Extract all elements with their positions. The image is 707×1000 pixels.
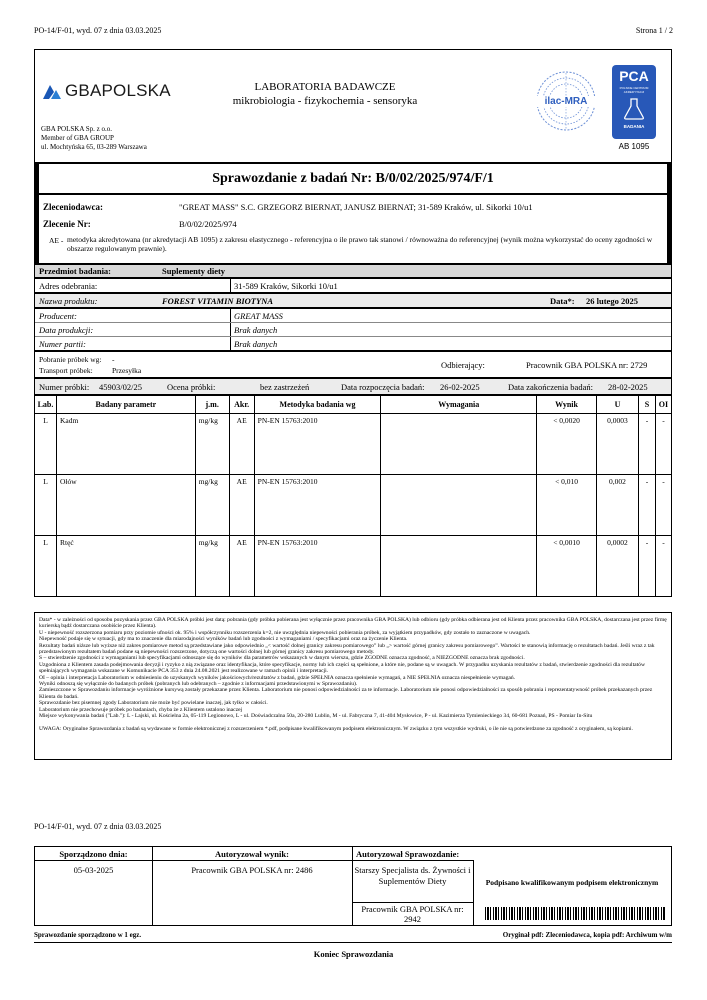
col-requirements: Wymagania bbox=[381, 396, 537, 414]
row-uncertainty: 0,0002 bbox=[597, 536, 639, 597]
ab-number: AB 1095 bbox=[618, 142, 650, 151]
authorized-role: Starszy Specjalista ds. Żywności i Suplementów Diety bbox=[354, 865, 471, 886]
producer-value: GREAT MASS bbox=[234, 311, 283, 321]
assessment-value: bez zastrzeżeń bbox=[260, 382, 310, 392]
authorized-report-label: Autoryzował Sprawozdanie: bbox=[356, 849, 460, 859]
note-s: S – stwierdzenie zgodności z wymaganiami lub specyfikacjami odnoszące się do wyników dla parametrów wskazanych w danym wierszu, gdzie ZGODNE oznacza zgodność, a NIEZGODNE oznacza brak zgodności. bbox=[39, 655, 525, 662]
order-label: Zlecenie Nr: bbox=[43, 219, 91, 229]
row-unit: mg/kg bbox=[195, 536, 229, 597]
note-uncertainty: U - niepewność rozszerzona pomiaru przy poziomie ufności ok. 95% i współczynniku rozszerzenia k=2, nie uwzględnia niepewności pobierania próbek, za wyjątkiem przypadków, gdy zostało to zaznaczone w uwagach. bbox=[39, 629, 531, 636]
end-of-report: Koniec Sprawozdania bbox=[313, 949, 394, 959]
row-s: - bbox=[638, 414, 655, 475]
company-name: GBA POLSKA Sp. z o.o. bbox=[41, 125, 112, 133]
table-row bbox=[35, 475, 672, 536]
producer-label: Producent: bbox=[39, 311, 77, 321]
transport-value: Przesyłka bbox=[112, 366, 142, 375]
producer-block bbox=[34, 308, 672, 351]
company-info bbox=[41, 125, 147, 152]
signature-text: Podpisano kwalifikowanym podpisem elektronicznym bbox=[485, 878, 659, 887]
client-label: Zleceniodawca: bbox=[43, 202, 103, 212]
row-lab: L bbox=[35, 414, 57, 475]
results-header-row bbox=[35, 396, 672, 414]
gba-logo-text: GBAPOLSKA bbox=[65, 81, 171, 100]
row-method: PN-EN 15763:2010 bbox=[254, 536, 381, 597]
page-number: Strona 1 / 2 bbox=[635, 26, 673, 35]
row-accreditation: AE bbox=[229, 475, 254, 536]
note-decision-rule: Uzgodniona z Klientem zasada podejmowania decyzji i ryzyko z nią związane oraz identyfikacja, które specyfikacje, normy lub ich części są spełnione, a które nie, podane są w uwagach. W przypadku uzyskania rezultatów z badań, stwierdzenie zgodności dla rezultatów spełniających wymagania wskazane w Komunikacie PCA 353 z dnia 24.08.2021 jest realizowane w ramach opinii i interpretacji. bbox=[39, 661, 646, 675]
signature-table bbox=[34, 846, 672, 926]
address-label: Adres odebrania: bbox=[39, 281, 98, 291]
gba-logo bbox=[41, 80, 181, 102]
row-method: PN-EN 15763:2010 bbox=[254, 414, 381, 475]
production-date-label: Data produkcji: bbox=[39, 325, 94, 335]
footer-document-code: PO-14/F-01, wyd. 07 z dnia 03.03.2025 bbox=[34, 822, 162, 831]
subject-row bbox=[34, 264, 672, 278]
prepared-label: Sporządzono dnia: bbox=[59, 849, 128, 859]
note-data: Data* - w zależności od sposobu pozyskania przez GBA POLSKA próbki jest datą: pobrania (gdy próbka pobierana jest wyłącznie przez pracownika GBA POLSKA) lub odbioru (gdy próbka odbierana jest od Klienta przez pracownika GBA POLSKA, dostarczana jest przez firmę kurierską bądź dostarczana osobiście przez Klienta). bbox=[39, 617, 667, 630]
company-address: ul. Mochtyńska 65, 03-289 Warszawa bbox=[41, 143, 147, 151]
start-date-value: 26-02-2025 bbox=[440, 382, 480, 392]
note-samples: Wyniki odnoszą się wyłącznie do badanych próbek (pobranych lub odebranych – zgodnie z informacjami przedstawionymi w Sprawozdaniu). bbox=[39, 681, 358, 688]
row-oi: - bbox=[655, 536, 671, 597]
row-unit: mg/kg bbox=[195, 414, 229, 475]
row-requirements bbox=[381, 536, 537, 597]
lab-title: LABORATORIA BADAWCZE bbox=[254, 81, 396, 93]
product-row bbox=[34, 293, 672, 308]
start-date-label: Data rozpoczęcia badań: bbox=[341, 382, 425, 392]
receiver-value: Pracownik GBA POLSKA nr: 2729 bbox=[526, 360, 648, 370]
note-results-range: Rezultaty badań niższe lub wyższe niż zakres pomiarowe metod są przedstawiane jako odpowiednio „< wartość dolnej granicy zakresu pomiarowego” lub „> wartość górnej granicy zakresu pomiarowego”. Wartości te stanowią informację o rezultatach badań. Jeśli wraz z tak przedstawionym rezultatem badań podane są niepewności rozszerzone, dotyczą one wartości dolnej lub górnej granicy zakresu pomiarowego metody. bbox=[39, 642, 655, 656]
row-result: < 0,010 bbox=[537, 475, 597, 536]
row-accreditation: AE bbox=[229, 536, 254, 597]
barcode-image bbox=[485, 907, 665, 920]
note-storage: Laboratorium nie przechowuje próbek po badaniach, chyba że z Klientem ustalono inaczej bbox=[39, 706, 243, 713]
subject-value: Suplementy diety bbox=[162, 266, 226, 276]
report-title: Sprawozdanie z badań Nr: B/0/02/2025/974/F/1 bbox=[212, 171, 494, 186]
sample-row bbox=[34, 378, 672, 395]
row-lab: L bbox=[35, 475, 57, 536]
pca-badge bbox=[612, 65, 656, 139]
sampling-label: Pobranie próbek wg: bbox=[39, 355, 102, 364]
product-value: FOREST VITAMIN BIOTYNA bbox=[162, 296, 273, 306]
ae-description: metodyka akredytowana (nr akredytacji AB 1095) z zakresu elastycznego - referencyjna o ile prawo tak stanowi / równoważna do referencyjnej (wynik można wykorzystać do oceny zgodności w obszarze regulowanym prawnie). bbox=[67, 235, 653, 253]
flask-icon bbox=[624, 98, 644, 120]
sample-number-value: 45903/02/25 bbox=[99, 382, 142, 392]
authorized-result-label: Autoryzował wynik: bbox=[215, 849, 289, 859]
ilac-text: ilac-MRA bbox=[535, 96, 597, 107]
col-method: Metodyka badania wg bbox=[254, 396, 381, 414]
row-result: < 0,0010 bbox=[537, 536, 597, 597]
col-parameter: Badany parametr bbox=[56, 396, 195, 414]
end-date-value: 28-02-2025 bbox=[608, 382, 648, 392]
row-accreditation: AE bbox=[229, 414, 254, 475]
gba-logo-icon bbox=[41, 82, 65, 100]
col-unit: j.m. bbox=[195, 396, 229, 414]
row-parameter: Rtęć bbox=[56, 536, 195, 597]
document-code: PO-14/F-01, wyd. 07 z dnia 03.03.2025 bbox=[34, 26, 162, 35]
prepared-value: 05-03-2025 bbox=[73, 865, 114, 875]
col-uncertainty: U bbox=[597, 396, 639, 414]
row-unit: mg/kg bbox=[195, 475, 229, 536]
company-group: Member of GBA GROUP bbox=[41, 134, 114, 142]
batch-value: Brak danych bbox=[234, 339, 278, 349]
table-row bbox=[35, 536, 672, 597]
sampling-value: - bbox=[112, 355, 115, 364]
note-italic-info: Zamieszczone w Sprawozdaniu informacje wyróżnione kursywą zostały przekazane przez Klienta. Laboratorium nie ponosi odpowiedzialności za te informacje. Laboratorium nie ponosi odpowiedzialności za sposób pobrania i reprezentatywność próbek przekazanych przez Klienta do badań. bbox=[39, 687, 653, 700]
note-copying: Sprawozdanie bez pisemnej zgody Laboratorium nie może być powielane inaczej, jak tylko w całości. bbox=[39, 700, 268, 707]
row-uncertainty: 0,002 bbox=[597, 475, 639, 536]
ae-code: AE - bbox=[49, 236, 64, 245]
lab-subtitle: mikrobiologia - fizykochemia - sensoryka bbox=[232, 95, 418, 107]
results-table bbox=[34, 395, 672, 597]
report-title-box bbox=[34, 163, 672, 194]
col-lab: Lab. bbox=[35, 396, 57, 414]
note-oi: OI – opinia i interpretacja Laboratorium w odniesieniu do uzyskanych wyników jakościowych/rezultatów z badań, gdzie SPEŁNIA oznacza spełnienie wymagań, a NIE SPEŁNIA oznacza niespełnienie wymagań. bbox=[39, 674, 516, 681]
note-locations: Miejsce wykonywania badań ("Lab."): L - Lajski, ul. Kościelna 2a, 05-119 Legionowo, L - ul. Doświadczalna 50a, 20-280 Lublin, M - ul. Fabryczna 7, 41-404 Mysłowice, P - ul. Kazimierza Tymienieckiego 34, 60-681 Poznań, PS - Pomiar In-Situ bbox=[39, 713, 593, 720]
address-row bbox=[34, 278, 672, 293]
pca-text: PCA bbox=[619, 68, 649, 84]
copies-left: Sprawozdanie sporządzono w 1 egz. bbox=[34, 931, 142, 939]
production-date-value: Brak danych bbox=[234, 325, 278, 335]
notes-box bbox=[34, 612, 672, 760]
end-date-label: Data zakończenia badań: bbox=[508, 382, 593, 392]
row-oi: - bbox=[655, 414, 671, 475]
assessment-label: Ocena próbki: bbox=[167, 382, 216, 392]
note-uncertainty-usage: Niepewność podaje się w sytuacji, gdy ma to znaczenie dla miarodajności wyników badań lub zgodności z wymaganiami / specyfikacjami oraz na życzenie Klienta. bbox=[39, 636, 408, 643]
row-parameter: Kadm bbox=[56, 414, 195, 475]
transport-label: Transport próbek: bbox=[39, 366, 93, 375]
row-uncertainty: 0,0003 bbox=[597, 414, 639, 475]
sampling-block bbox=[34, 351, 672, 378]
receiver-label: Odbierający: bbox=[441, 360, 485, 370]
row-lab: L bbox=[35, 536, 57, 597]
row-s: - bbox=[638, 475, 655, 536]
col-result: Wynik bbox=[537, 396, 597, 414]
pca-badania: BADANIA bbox=[623, 124, 645, 129]
pca-small-text: POLSKIE CENTRUM AKREDYTACJI bbox=[619, 86, 649, 94]
copies-right: Oryginał pdf: Zleceniodawca, kopia pdf: Archiwum w/m bbox=[502, 931, 672, 939]
header-box bbox=[34, 49, 672, 163]
authorized-report-value: Pracownik GBA POLSKA nr: 2942 bbox=[361, 904, 464, 924]
date-label: Data*: bbox=[550, 296, 575, 306]
sample-number-label: Numer próbki: bbox=[39, 382, 90, 392]
col-s: S bbox=[638, 396, 655, 414]
row-oi: - bbox=[655, 475, 671, 536]
table-row bbox=[35, 414, 672, 475]
row-requirements bbox=[381, 475, 537, 536]
date-value: 26 lutego 2025 bbox=[586, 296, 638, 306]
row-s: - bbox=[638, 536, 655, 597]
col-oi: OI bbox=[655, 396, 671, 414]
client-value: "GREAT MASS" S.C. GRZEGORZ BIERNAT, JANUSZ BIERNAT; 31-589 Kraków, ul. Sikorki 10/u1 bbox=[179, 202, 533, 212]
client-section bbox=[34, 194, 672, 264]
ilac-mra-logo bbox=[535, 70, 597, 132]
col-accreditation: Akr. bbox=[229, 396, 254, 414]
row-requirements bbox=[381, 414, 537, 475]
subject-label: Przedmiot badania: bbox=[39, 266, 112, 276]
address-value: 31-589 Kraków, Sikorki 10/u1 bbox=[234, 281, 338, 291]
batch-label: Numer partii: bbox=[39, 339, 86, 349]
row-result: < 0,0020 bbox=[537, 414, 597, 475]
note-uwaga: UWAGA: Oryginalne Sprawozdania z badań są wydawane w formie elektronicznej z rozszerzeniem *.pdf, podpisane kwalifikowanym podpisem elektronicznym. W związku z tym wszystkie wydruki, o ile nie są potwierdzone za zgodność z oryginałem, są kopiami. bbox=[39, 725, 633, 732]
authorized-result-value: Pracownik GBA POLSKA nr: 2486 bbox=[191, 865, 313, 875]
order-value: B/0/02/2025/974 bbox=[179, 219, 237, 229]
row-method: PN-EN 15763:2010 bbox=[254, 475, 381, 536]
row-parameter: Ołów bbox=[56, 475, 195, 536]
product-label: Nazwa produktu: bbox=[39, 296, 98, 306]
